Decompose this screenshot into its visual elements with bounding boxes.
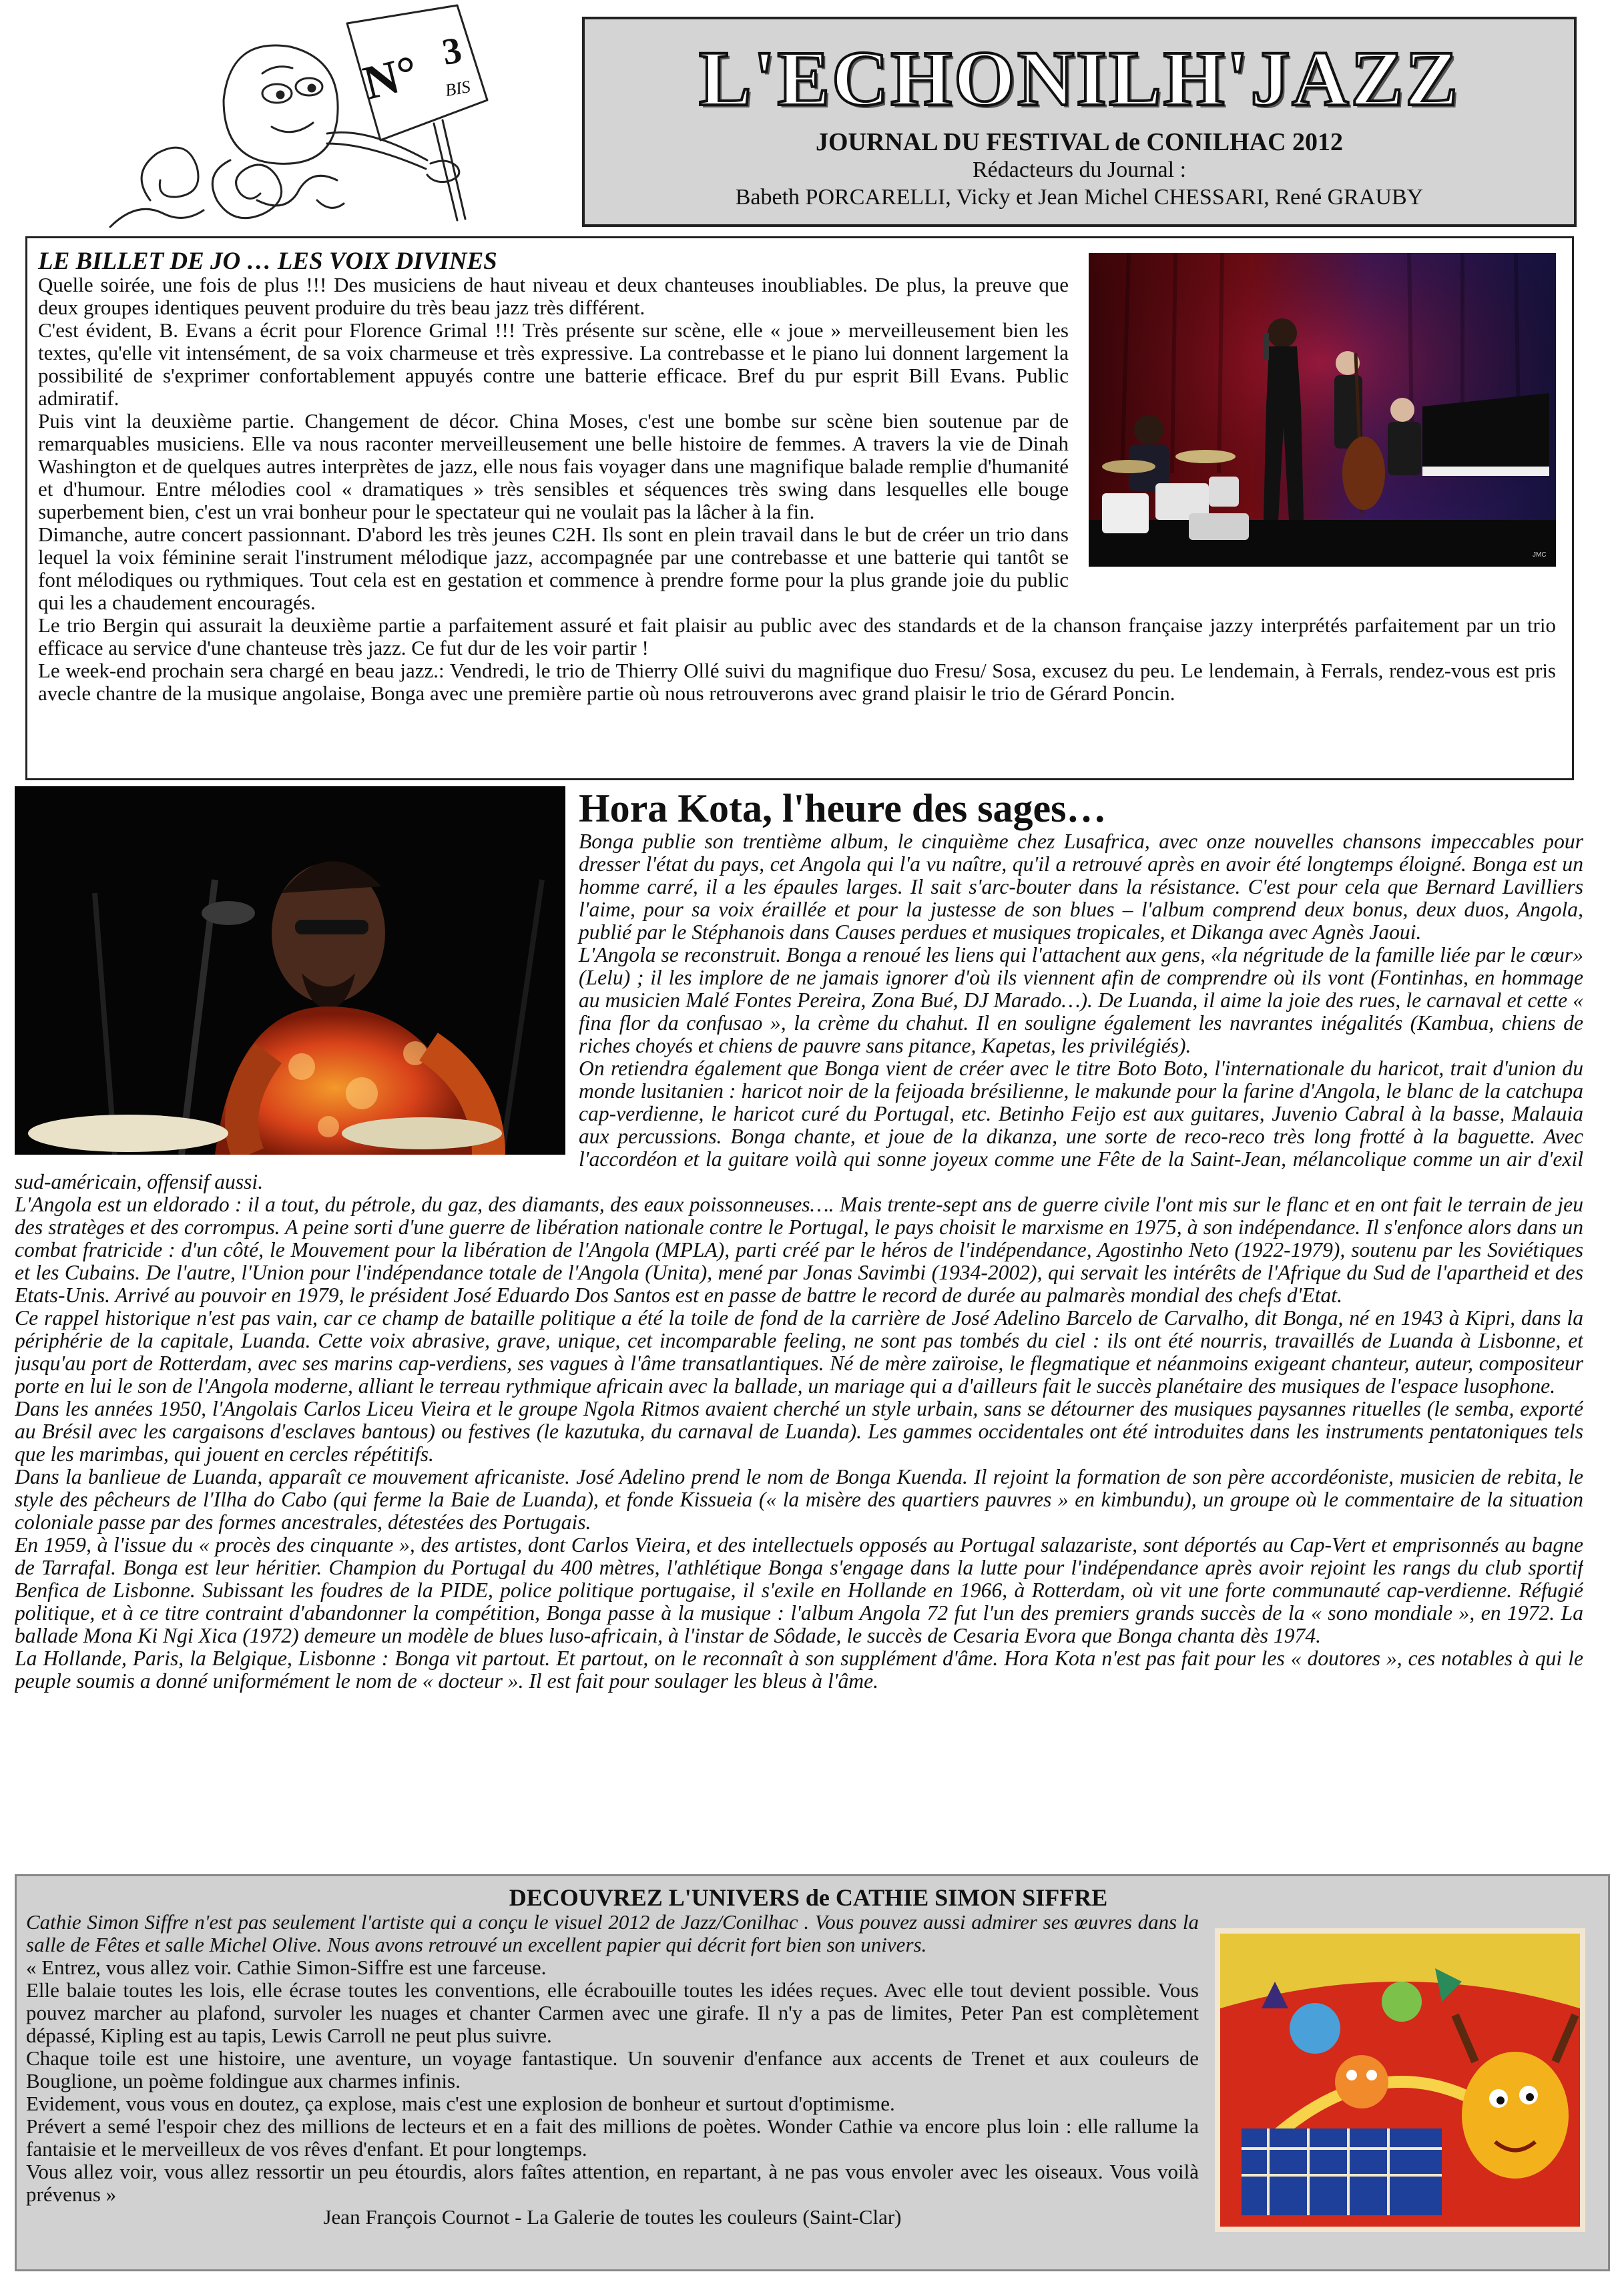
colorful-painting-illustration bbox=[1215, 1928, 1585, 2232]
cathie-painting bbox=[1215, 1928, 1585, 2232]
cathie-paragraph: « Entrez, vous allez voir. Cathie Simon-Siffre est une farceuse. bbox=[26, 1956, 547, 1979]
editors-names: Babeth PORCARELLI, Vicky et Jean Michel CHESSARI, René GRAUBY bbox=[735, 184, 1424, 210]
cathie-paragraph: Vous allez voir, vous allez ressortir un peu étourdis, alors faîtes attention, en repartant, à ne pas vous envoler avec les oiseaux. Vous voilà prévenus » bbox=[26, 2160, 1199, 2206]
issue-label: N° bbox=[358, 45, 424, 110]
cathie-paragraph: Elle balaie toutes les lois, elle écrase toutes les conventions, elle écrabouille toutes les idées reçues. Avec elle tout devient possible. Vous pouvez marcher au plafond, survoler les nuages et chanter Carmen avec une girafe. Il n'y a pas de limites, Peter Pan est complètement dépassé, Kipling est au tapis, Lewis Carroll ne peut plus suivre. bbox=[26, 1978, 1199, 2047]
percussionist-photo-illustration bbox=[15, 786, 565, 1155]
editors-label: Rédacteurs du Journal : bbox=[972, 157, 1187, 182]
masthead-logo bbox=[97, 0, 497, 230]
billet-article bbox=[25, 236, 1574, 780]
bonga-photo bbox=[15, 786, 565, 1155]
cathie-paragraph: Chaque toile est une histoire, une aventure, un voyage fantastique. Un souvenir d'enfance aux accents de Trenet et aux couleurs de Bouglione, un poème foldingue aux charmes infinis. bbox=[26, 2046, 1199, 2092]
photo-credit: JMC bbox=[1533, 551, 1547, 559]
billet-paragraph: C'est évident, B. Evans a écrit pour Florence Grimal !!! Très présente sur scène, elle « joue » merveilleusement bien les textes, qu'elle vit intensément, de sa voix charmeuse et très expressive. La contrebasse et le piano lui donnent largement la possibilité de s'exprimer confortablement appuyés contre une batterie efficace. Bref du pur esprit Bill Evans. Public admiratif. bbox=[38, 318, 1069, 410]
billet-paragraph: Quelle soirée, une fois de plus !!! Des musiciens de haut niveau et deux chanteuses inoubliables. De plus, la preuve que deux groupes identiques peuvent produire du très beau jazz très différent. bbox=[38, 273, 1069, 319]
billet-paragraph: Le week-end prochain sera chargé en beau jazz.: Vendredi, le trio de Thierry Ollé suivi du magnifique duo Fresu/ Sosa, excusez du peu. Le lendemain, à Ferrals, rendez-vous est pris avecle chantre de la musique angolaise, Bonga avec une première partie où nous retrouverons avec grand plaisir le trio de Gérard Poncin. bbox=[38, 659, 1556, 705]
cathie-intro: Cathie Simon Siffre n'est pas seulement l'artiste qui a conçu le visuel 2012 de Jazz/Conilhac . Vous pouvez aussi admirer ses œuvres dans la salle de Fêtes et salle Michel Olive. Nous avons retrouvé un excellent papier qui décrit fort bien son univers. bbox=[26, 1910, 1199, 1956]
bonga-paragraph: L'Angola est un eldorado : il a tout, du pétrole, du gaz, des diamants, des eaux poissonneuses…. Mais trente-sept ans de guerre civile l'ont mis sur le flanc et en ont fait le terrain de jeu des stratèges et des corrompus. A peine sorti d'une guerre de libération nationale contre le Portugal, le pays choisit le marxisme en 1975, à son indépendance. Il s'enfonce alors dans un combat fratricide : d'un côté, le Mouvement pour la libération de l'Angola (MPLA), parti créé par le héros de l'indépendance, Agostinho Neto (1922-1979), soutenu par les Soviétiques et les Cubains. De l'autre, l'Union pour l'indépendance totale de l'Angola (Unita), mené par Jonas Savimbi (1934-2002), qui servait les intérêts de l'Afrique du Sud de l'apartheid et des Etats-Unis. Arrivé au pouvoir en 1979, le président José Eduardo Dos Santos est en passe de battre le record de durée au palmarès mondial des chefs d'Etat. bbox=[15, 1193, 1583, 1307]
bonga-paragraph: L'Angola se reconstruit. Bonga a renoué les liens qui l'attachent aux gens, «la négritude de la famille liée par le cœur» (Lelu) ; il les implore de ne jamais ignorer d'où ils viennent afin de comprendre où ils vont (Fontinhas, en hommage au musicien Malé Fontes Pereira, Zona Bué, DJ Marado…). De Luanda, il aime la joie des rues, le carnaval et cette « fina flor da confusao », la crème du chahut. Il en souligne également les navrantes inégalités (Kambua, chiens de riches choyés et chiens de pauvre sans pitance, Kapetas, les privilégiés). bbox=[579, 943, 1583, 1057]
article-signature: Jean François Cournot - La Galerie de toutes les couleurs (Saint-Clar) bbox=[323, 2205, 902, 2229]
bonga-paragraph: En 1959, à l'issue du « procès des cinquante », des artistes, dont Carlos Vieira, et des intellectuels opposés au Portugal salazariste, sont déportés au Cap-Vert et emprisonnés au bagne de Tarrafal. Bonga est leur héritier. Champion du Portugal du 400 mètres, l'athlétique Bonga s'engage dans la lutte pour l'indépendance après avoir rejoint les rangs du club sportif Benfica de Lisbonne. Subissant les foudres de la PIDE, police politique portugaise, il s'exile en Hollande en 1966, à Rotterdam, où vit une forte communauté cap-verdienne. Réfugié politique, et à ce titre contraint d'abandonner la compétition, Bonga passe à la musique : l'album Angola 72 fut l'un des premiers grands succès de la « sono mondiale », en 1972. La ballade Mona Ki Ngi Xica (1972) demeure un modèle de blues luso-africain, à l'instar de Sôdade, le succès de Cesaria Evora que Bonga chanta dès 1974. bbox=[15, 1533, 1583, 1647]
billet-title: LE BILLET DE JO … LES VOIX DIVINES bbox=[38, 248, 497, 275]
jazz-band-photo-illustration bbox=[1089, 253, 1556, 567]
bonga-paragraph: Ce rappel historique n'est pas vain, car ce champ de bataille politique a été la toile de fond de la carrière de José Adelino Barcelo de Carvalho, dit Bonga, né en 1943 à Kipri, dans la périphérie de la capitale, Luanda. Cette voix abrasive, grave, unique, cet incomparable feeling, ne sont pas tombés du ciel : ils ont été nourris, travaillés de Luanda à Lisbonne, et jusqu'au port de Rotterdam, avec ses marins cap-verdiens, ses vagues à l'âme transatlantiques. Né de mère zaïroise, le flegmatique et néanmoins exigeant chanteur, auteur, compositeur porte en lui le son de l'Angola moderne, alliant le terreau rythmique africain avec la ballade, un mariage qui a d'ailleurs fait le succès planétaire des musiques de l'espace lusophone. bbox=[15, 1306, 1583, 1398]
bonga-paragraph: Bonga publie son trentième album, le cinquième chez Lusafrica, avec onze nouvelles chansons impeccables pour dresser l'état du pays, cet Angola qui l'a vu naître, qu'il a retrouvé après en avoir été longtemps éloigné. Bonga est un homme carré, il a les épaules larges. Il sait s'arc-bouter dans la résistance. C'est pour cela que Bernard Lavilliers l'aime, pour sa voix éraillée et pour la justesse de son blues – l'album comprend deux bonus, deux duos, Angola, publié par le Stéphanois dans Causes perdues et musiques tropicales, et Dikanga avec Agnès Jaoui. bbox=[579, 830, 1583, 944]
bonga-paragraph: Dans les années 1950, l'Angolais Carlos Liceu Vieira et le groupe Ngola Ritmos avaient cherché un style urbain, sans se détourner des musiques paysannes rituelles (le semba, exporté au Brésil avec les cargaisons d'esclaves bantous) ou festives (le kazutuka, du carnaval de Luanda). Les gammes occidentales ont été introduites dans les instruments pentatoniques tels que les marimbas, qui jouent en cercles répétitifs. bbox=[15, 1397, 1583, 1466]
cathie-article-title: DECOUVREZ L'UNIVERS de CATHIE SIMON SIFFRE bbox=[509, 1884, 1108, 1911]
issue-suffix: BIS bbox=[443, 76, 472, 101]
billet-paragraph: Dimanche, autre concert passionnant. D'abord les très jeunes C2H. Ils sont en plein travail dans le but de créer un trio dans lequel la voix féminine serait l'instrument mélodique jazz, accompagnée par une contrebasse et une batterie qui tantôt se font mélodiques ou rythmiques. Tout cela est en gestation et commence à prendre forme pour la plus grande joie du public qui les a chaudement encouragés. bbox=[38, 523, 1069, 614]
cathie-paragraph: Prévert a semé l'espoir chez des millions de lecteurs et en a fait des millions de poètes. Wonder Cathie va encore plus loin : elle rallume la fantaisie et le merveilleux de vos rêves d'enfant. Et pour longtemps. bbox=[26, 2114, 1199, 2161]
newspaper-title: L'ECHONILH'JAZZ bbox=[698, 35, 1460, 122]
masthead-banner bbox=[582, 17, 1577, 227]
billet-paragraph: Le trio Bergin qui assurait la deuxième partie a parfaitement assuré et fait plaisir au public avec des standards et de la chanson française jazzy interprétés parfaitement par un trio efficace au service d'une chanteuse très jazz. Ce fut dur de les voir partir ! bbox=[38, 613, 1556, 659]
bonga-paragraph: La Hollande, Paris, la Belgique, Lisbonne : Bonga vit partout. Et partout, on le reconnaît à son supplément d'âme. Hora Kota n'est pas fait pour les « doutores », ces notables à qui le peuple soumis a donné uniformément le nom de « docteur ». Il est fait pour soulager les bleus à l'âme. bbox=[15, 1647, 1583, 1693]
concert-photo bbox=[1089, 253, 1556, 567]
bonga-paragraph: On retiendra également que Bonga vient de créer avec le titre Boto Boto, l'internationale du haricot, trait d'union du monde lusitanien : haricot noir de la feijoada brésilienne, le makunde pour la farine d'Angola, le blanc de la catchupa cap-verdienne, le haricot curé du Portugal, etc. Betinho Feijo est aux guitares, Juvenio Cabral à la basse, Malauia aux percussions. Bonga chante, et joue de la dikanza, une sorte de reco-reco très long frotté à la baguette. Avec l'accordéon et la guitare voilà qui sonne joyeux comme une Fête de la Saint-Jean, mélancolique comme un air d'exil sud-américain, offensif aussi. bbox=[15, 1057, 1583, 1193]
bonga-paragraph: Dans la banlieue de Luanda, apparaît ce mouvement africaniste. José Adelino prend le nom de Bonga Kuenda. Il rejoint la formation de son père accordéoniste, musicien de rebita, le style des pêcheurs de l'Ilha do Cabo (qui ferme la Baie de Luanda), et fonde Kissueia (« la misère des quartiers pauvres » en kimbundu), un groupe où le commentaire de la situation coloniale passe par des formes ancestrales, détestées des Portugais. bbox=[15, 1465, 1583, 1534]
cartoon-sign-illustration bbox=[97, 0, 497, 230]
cathie-paragraph: Evidement, vous vous en doutez, ça explose, mais c'est une explosion de bonheur et surtout d'optimisme. bbox=[26, 2092, 895, 2115]
bonga-article bbox=[15, 786, 1583, 1868]
issue-number: 3 bbox=[439, 29, 465, 73]
cathie-article bbox=[15, 1874, 1610, 2271]
newspaper-subtitle: JOURNAL DU FESTIVAL de CONILHAC 2012 bbox=[815, 128, 1344, 156]
billet-paragraph: Puis vint la deuxième partie. Changement de décor. China Moses, c'est une bombe sur scène bien soutenue par de remarquables musiciens. Elle va nous raconter merveilleusement une belle histoire de femmes. A travers la vie de Dinah Washington et de quelques autres interprètes de jazz, elle nous fais voyager dans une magnifique balade remplie d'humanité et d'humour. Entre mélodies cool « dramatiques » très sensibles et séquences très swing dans lesquelles elle bouge superbement bien, c'est un vrai bonheur pour le spectateur qui ne voulait pas la lâcher à la fin. bbox=[38, 409, 1069, 523]
bonga-article-title: Hora Kota, l'heure des sages… bbox=[579, 786, 1107, 830]
